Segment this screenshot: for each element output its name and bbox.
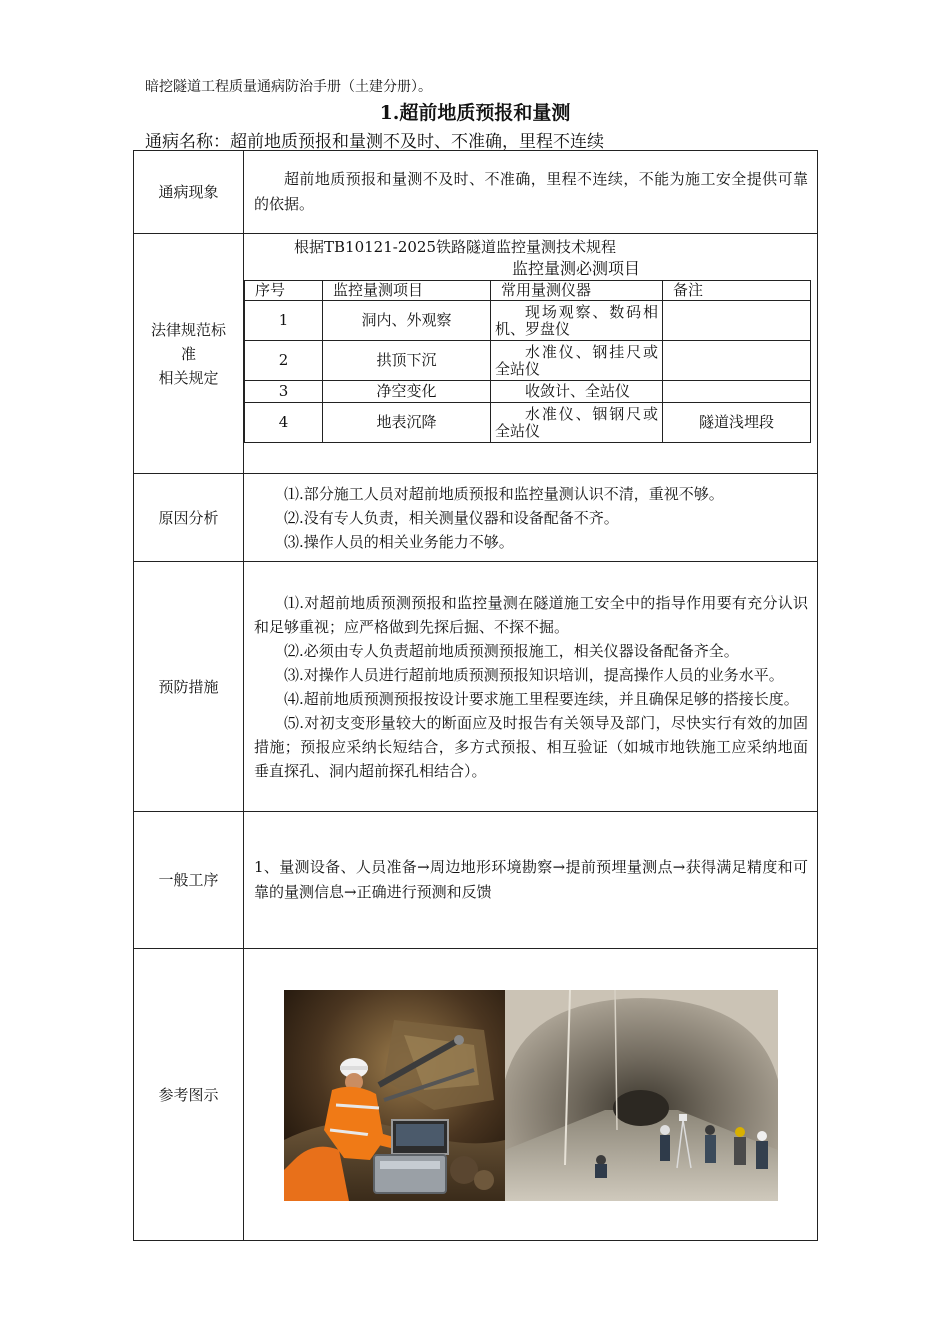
prevention-cell <box>244 562 818 812</box>
cause-item: ⑶.操作人员的相关业务能力不够。 <box>284 532 514 551</box>
monitoring-row <box>245 403 811 443</box>
cell-item: 地表沉降 <box>323 403 491 443</box>
cell-seq: 4 <box>245 403 323 443</box>
header-item: 监控量测项目 <box>323 281 491 301</box>
phenomenon-text: 超前地质预报和量测不及时、不准确，里程不连续，不能为施工安全提供可靠的依据。 <box>254 170 808 213</box>
cell-instrument: 收敛计、全站仪 <box>491 381 663 403</box>
document-header-line: 暗挖隧道工程质量通病防治手册（土建分册）。 <box>145 79 432 95</box>
label-procedure: 一般工序 <box>134 812 244 949</box>
monitoring-row <box>245 341 811 381</box>
regulation-subtitle: 监控量测必测项目 <box>511 259 640 278</box>
header-seq: 序号 <box>245 281 323 301</box>
monitoring-row <box>245 301 811 341</box>
row-cause <box>134 474 818 562</box>
header-remark: 备注 <box>663 281 811 301</box>
cause-item: ⑴.部分施工人员对超前地质预报和监控量测认识不清，重视不够。 <box>284 484 724 503</box>
section-title: 1.超前地质预报和量测 <box>379 102 571 124</box>
cell-item: 拱顶下沉 <box>323 341 491 381</box>
photo-worker-with-instrument <box>284 990 505 1201</box>
row-reference <box>134 949 818 1241</box>
label-regulation-line-1: 法律规范标 <box>150 320 226 339</box>
label-regulation-line-2: 准 <box>180 344 196 363</box>
cell-remark <box>663 301 811 341</box>
monitoring-row <box>245 381 811 403</box>
prevention-item: ⑸.对初支变形量较大的断面应及时报告有关领导及部门，尽快实行有效的加固措施；预报应采纳长短结合，多方式预报、相互验证（如城市地铁施工应采纳地面垂直探孔、洞内超前探孔相结合）。 <box>254 713 808 780</box>
phenomenon-cell <box>244 151 818 234</box>
prevention-item: ⑵.必须由专人负责超前地质预测预报施工，相关仪器设备配备齐全。 <box>284 641 739 660</box>
defect-name-line <box>145 127 604 152</box>
cell-instrument: 水准仪、钢挂尺或全站仪 <box>491 341 663 381</box>
defect-name-label: 通病名称： <box>145 132 230 152</box>
label-cause: 原因分析 <box>134 474 244 562</box>
label-regulation <box>134 234 244 474</box>
procedure-text: 1、量测设备、人员准备→周边地形环境勘察→提前预埋量测点→获得满足精度和可靠的量测信息→正确进行预测和反馈 <box>254 858 808 901</box>
cause-cell <box>244 474 818 562</box>
defect-table <box>133 150 818 1241</box>
defect-name-value: 超前地质预报和量测不及时、不准确，里程不连续 <box>230 132 604 152</box>
label-reference: 参考图示 <box>134 949 244 1241</box>
cell-item: 洞内、外观察 <box>323 301 491 341</box>
cell-remark: 隧道浅埋段 <box>663 403 811 443</box>
cell-seq: 2 <box>245 341 323 381</box>
cell-seq: 1 <box>245 301 323 341</box>
empty-cell <box>245 443 811 465</box>
monitoring-header-row <box>245 281 811 301</box>
monitoring-items-table <box>244 280 811 465</box>
label-regulation-line-3: 相关规定 <box>158 368 219 387</box>
label-prevention: 预防措施 <box>134 562 244 812</box>
header-instrument: 常用量测仪器 <box>491 281 663 301</box>
cell-instrument: 水准仪、铟钢尺或全站仪 <box>491 403 663 443</box>
label-phenomenon: 通病现象 <box>134 151 244 234</box>
reference-images <box>244 950 817 1240</box>
monitoring-empty-row <box>245 443 811 465</box>
regulation-reference: 根据TB10121-2025铁路隧道监控量测技术规程 <box>294 238 616 256</box>
prevention-item: ⑴.对超前地质预测预报和监控量测在隧道施工安全中的指导作用要有充分认识和足够重视；应严格做到先探后掘、不探不掘。 <box>254 593 808 636</box>
procedure-cell <box>244 812 818 949</box>
cell-remark <box>663 341 811 381</box>
cell-item: 净空变化 <box>323 381 491 403</box>
cell-remark <box>663 381 811 403</box>
reference-cell <box>244 949 818 1241</box>
cell-seq: 3 <box>245 381 323 403</box>
prevention-item: ⑷.超前地质预测预报按设计要求施工里程要连续，并且确保足够的搭接长度。 <box>284 689 799 708</box>
prevention-item: ⑶.对操作人员进行超前地质预测预报知识培训，提高操作人员的业务水平。 <box>284 665 784 684</box>
row-prevention <box>134 562 818 812</box>
cell-instrument: 现场观察、数码相机、罗盘仪 <box>491 301 663 341</box>
regulation-cell <box>244 234 818 474</box>
row-procedure <box>134 812 818 949</box>
row-regulation <box>134 234 818 474</box>
cause-item: ⑵.没有专人负责，相关测量仪器和设备配备不齐。 <box>284 508 619 527</box>
photo-tunnel-survey-team <box>505 990 778 1201</box>
row-phenomenon <box>134 151 818 234</box>
